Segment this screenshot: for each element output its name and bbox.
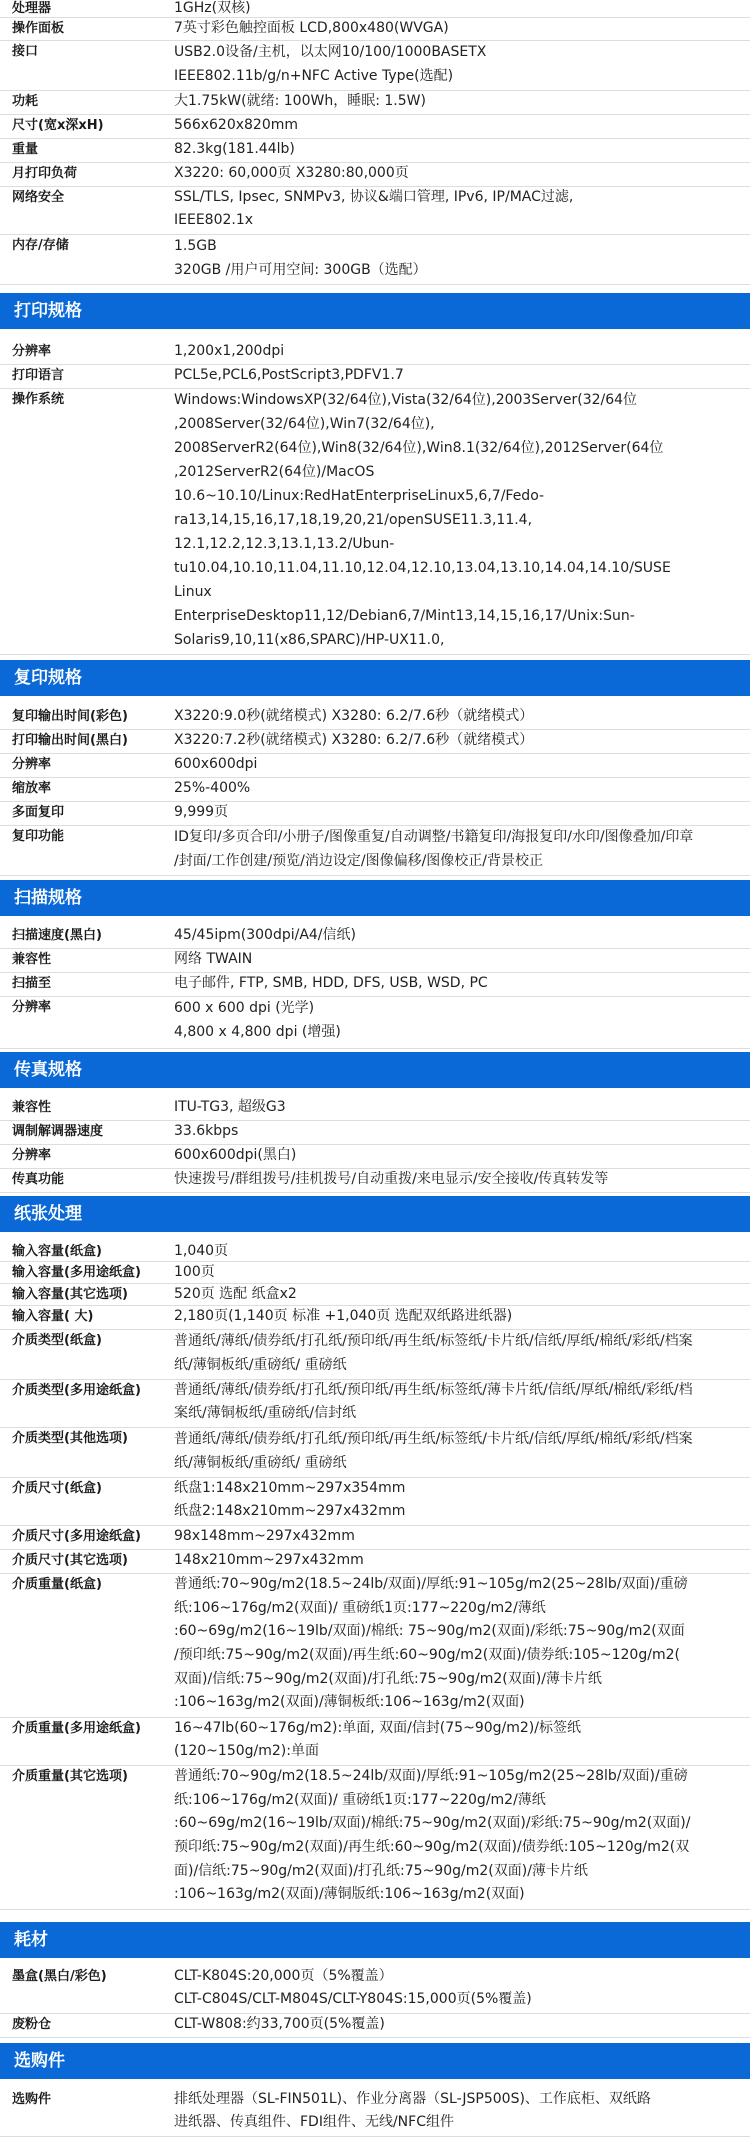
spec-value-line: Windows:WindowsXP(32/64位),Vista(32/64位),2003Server(32/64位: [174, 392, 638, 408]
spec-value: [174, 801, 694, 824]
spec-value-line: 148x210mm~297x432mm: [174, 1552, 364, 1568]
spec-value-line: :60~69g/m2(16~19lb/双面)/棉纸:75~90g/m2(双面)/彩纸:75~90g/m2(双面)/: [174, 1815, 691, 1832]
spec-value: [174, 1549, 694, 1572]
spec-value-line: CLT-W808:约33,700页(5%覆盖): [174, 2016, 385, 2032]
spec-value-line: 4,800 x 4,800 dpi (增强): [174, 1024, 341, 1040]
spec-value-line: CLT-C804S/CLT-M804S/CLT-Y804S:15,000页(5%覆盖): [174, 1991, 532, 2007]
spec-label: 介质尺寸(纸盒): [12, 1481, 102, 1496]
spec-value-line: :106~163g/m2(双面)/薄铜版纸:106~163g/m2(双面): [174, 1886, 525, 1903]
spec-label: 复印输出时间(彩色): [12, 709, 128, 724]
spec-label: 废粉仓: [12, 2017, 52, 2032]
spec-label: 选购件: [12, 2092, 52, 2107]
spec-value-line: 进纸器、传真组件、FDI组件、无线/NFC组件: [174, 2114, 454, 2130]
spec-row: [0, 777, 750, 802]
spec-row: [0, 1240, 750, 1262]
spec-value: [174, 1168, 694, 1191]
spec-value: [174, 1283, 694, 1306]
spec-label: 分辨率: [12, 1000, 52, 1015]
spec-value-line: 纸盘1:148x210mm~297x354mm: [174, 1480, 406, 1496]
spec-label: 功耗: [12, 94, 39, 109]
spec-row: [0, 1283, 750, 1306]
spec-value-line: 普通纸:70~90g/m2(18.5~24lb/双面)/厚纸:91~105g/m2(25~28lb/双面)/重磅: [174, 1768, 688, 1784]
spec-row: [0, 1261, 750, 1284]
spec-row: [0, 162, 750, 187]
spec-value-line: 100页: [174, 1264, 215, 1280]
spec-label: 处理器: [12, 1, 52, 16]
spec-value-line: X3220: 60,000页 X3280:80,000页: [174, 165, 409, 181]
spec-value-line: PCL5e,PCL6,PostScript3,PDFV1.7: [174, 367, 404, 383]
spec-label: 介质类型(其他选项): [12, 1431, 128, 1446]
spec-value: [174, 186, 694, 232]
spec-value-line: X3220:7.2秒(就绪模式) X3280: 6.2/7.6秒（就绪模式）: [174, 732, 534, 748]
spec-label: 打印输出时间(黑白): [12, 733, 128, 748]
spec-label: 介质重量(多用途纸盒): [12, 1721, 141, 1736]
spec-row: [0, 1168, 750, 1193]
spec-label: 缩放率: [12, 781, 52, 796]
spec-value: [174, 1144, 694, 1167]
spec-label: 操作系统: [12, 392, 65, 407]
spec-label: 介质类型(纸盒): [12, 1333, 102, 1348]
spec-value-line: IEEE802.1x: [174, 212, 254, 228]
spec-value-line: 纸盘2:148x210mm~297x432mm: [174, 1503, 406, 1519]
section-header: [0, 293, 750, 329]
section-header: [0, 1196, 750, 1232]
section-title: 传真规格: [14, 1060, 82, 1080]
spec-row: [0, 90, 750, 115]
spec-row: [0, 825, 750, 876]
spec-value-line: 520页 选配 纸盒x2: [174, 1286, 297, 1302]
spec-value-line: ra13,14,15,16,17,18,19,20,21/openSUSE11.3,11.4,: [174, 512, 533, 528]
spec-value-line: 面)/信纸:75~90g/m2(双面)/打孔纸:75~90g/m2(双面)/薄卡片纸: [174, 1862, 588, 1879]
spec-label: 分辨率: [12, 757, 52, 772]
spec-value-line: 16~47lb(60~176g/m2):单面, 双面/信封(75~90g/m2)/标签纸: [174, 1720, 581, 1736]
spec-row: [0, 705, 750, 730]
spec-row: [0, 1549, 750, 1574]
spec-value-line: :106~163g/m2(双面)/薄铜板纸:106~163g/m2(双面): [174, 1694, 525, 1711]
spec-value-line: USB2.0设备/主机，以太网10/100/1000BASETX: [174, 44, 487, 60]
spec-row: [0, 1144, 750, 1169]
spec-value-line: 纸/薄铜板纸/重磅纸/ 重磅纸: [174, 1455, 347, 1471]
spec-value: [174, 996, 694, 1044]
spec-value-line: 普通纸/薄纸/债券纸/打孔纸/预印纸/再生纸/标签纸/卡片纸/信纸/厚纸/棉纸/彩纸/档案: [174, 1333, 693, 1349]
spec-value-line: SSL/TLS, Ipsec, SNMPv3, 协议&端口管理, IPv6, IP/MAC过滤,: [174, 189, 574, 205]
spec-label: 月打印负荷: [12, 166, 78, 181]
spec-row: [0, 234, 750, 285]
spec-row: [0, 924, 750, 949]
spec-value-line: 纸:106~176g/m2(双面)/ 重磅纸1页:177~220g/m2/薄纸: [174, 1599, 546, 1616]
spec-label: 扫描至: [12, 976, 52, 991]
section-title: 纸张处理: [14, 1204, 82, 1224]
spec-value-line: /封面/工作创建/预览/消边设定/图像偏移/图像校正/背景校正: [174, 853, 544, 869]
spec-value-line: 7英寸彩色触控面板 LCD,800x480(WVGA): [174, 20, 449, 36]
spec-value: [174, 1096, 694, 1119]
section-title: 耗材: [14, 1930, 48, 1950]
spec-value: [174, 777, 694, 800]
spec-value-line: 网络 TWAIN: [174, 951, 253, 967]
spec-value-line: 45/45ipm(300dpi/A4/信纸): [174, 927, 356, 943]
spec-value: [174, 1379, 694, 1425]
spec-value: [174, 364, 694, 387]
spec-label: 网络安全: [12, 190, 65, 205]
spec-label: 多面复印: [12, 805, 65, 820]
spec-value-line: (120~150g/m2):单面: [174, 1743, 319, 1759]
spec-value-line: 566x620x820mm: [174, 117, 299, 133]
spec-value-line: 1.5GB: [174, 238, 217, 254]
section-title: 扫描规格: [14, 888, 82, 908]
spec-value: [174, 234, 694, 282]
spec-value-line: 排纸处理器（SL-FIN501L)、作业分离器（SL-JSP500S)、工作底柜、双纸路: [174, 2091, 651, 2107]
spec-value-line: ITU-TG3, 超级G3: [174, 1099, 286, 1115]
spec-label: 输入容量(其它选项): [12, 1287, 128, 1302]
spec-value: [174, 388, 694, 652]
spec-value-line: 10.6~10.10/Linux:RedHatEnterpriseLinux5,6,7/Fedo-: [174, 488, 545, 504]
spec-value: [174, 1120, 694, 1143]
spec-value: [174, 1573, 694, 1715]
spec-value: [174, 17, 694, 40]
spec-value: [174, 2013, 694, 2036]
spec-value-line: :60~69g/m2(16~19lb/双面)/棉纸: 75~90g/m2(双面)/彩纸:75~90g/m2(双面: [174, 1623, 685, 1640]
spec-value-line: 普通纸/薄纸/债券纸/打孔纸/预印纸/再生纸/标签纸/薄卡片纸/信纸/厚纸/棉纸/彩纸/档: [174, 1382, 693, 1398]
spec-value: [174, 1261, 694, 1284]
spec-row: [0, 1477, 750, 1526]
spec-value-line: 33.6kbps: [174, 1123, 239, 1139]
spec-value-line: 600x600dpi: [174, 756, 258, 772]
spec-value-line: 600x600dpi(黑白): [174, 1147, 297, 1163]
spec-value-line: Solaris9,10,11(x86,SPARC)/HP-UX11.0,: [174, 632, 445, 648]
spec-value-line: 320GB /用户可用空间: 300GB（选配）: [174, 262, 427, 278]
spec-label: 介质尺寸(多用途纸盒): [12, 1529, 141, 1544]
spec-label: 输入容量(纸盒): [12, 1244, 102, 1259]
spec-value-line: Linux: [174, 584, 212, 600]
spec-label: 分辨率: [12, 1148, 52, 1163]
spec-value: [174, 1477, 694, 1523]
spec-value-line: 12.1,12.2,12.3,13.1,13.2/Ubun-: [174, 536, 395, 552]
spec-value: [174, 1717, 694, 1763]
spec-label: 兼容性: [12, 952, 52, 967]
spec-value-line: 2008ServerR2(64位),Win8(32/64位),Win8.1(32/64位),2012Server(64位: [174, 440, 664, 456]
spec-row: [0, 1965, 750, 2014]
spec-value: [174, 162, 694, 185]
spec-label: 输入容量( 大): [12, 1309, 94, 1324]
spec-label: 内存/存储: [12, 238, 69, 253]
spec-row: [0, 138, 750, 163]
spec-row: [0, 948, 750, 973]
spec-value: [174, 138, 694, 161]
spec-value-line: 纸/薄铜板纸/重磅纸/ 重磅纸: [174, 1357, 347, 1373]
spec-value: [174, 924, 694, 947]
spec-value: [174, 1965, 694, 2011]
spec-label: 尺寸(宽x深xH): [12, 118, 104, 133]
spec-value-line: 大1.75kW(就绪: 100Wh，睡眠: 1.5W): [174, 93, 426, 109]
section-title: 复印规格: [14, 668, 82, 688]
spec-value-line: 纸:106~176g/m2(双面)/ 重磅纸1页:177~220g/m2/薄纸: [174, 1791, 546, 1808]
spec-row: [0, 17, 750, 41]
section-header: [0, 1922, 750, 1958]
spec-row: [0, 114, 750, 139]
spec-value: [174, 825, 694, 873]
spec-row: [0, 186, 750, 235]
spec-row: [0, 753, 750, 778]
spec-value-line: 1,200x1,200dpi: [174, 343, 285, 359]
spec-row: [0, 729, 750, 754]
spec-value-line: tu10.04,10.10,11.04,11.10,12.04,12.10,13.04,13.10,14.04,14.10/SUSE: [174, 560, 671, 576]
spec-label: 操作面板: [12, 21, 65, 36]
spec-value-line: 1GHz(双核): [174, 0, 251, 16]
spec-label: 打印语言: [12, 368, 65, 383]
spec-label: 介质重量(其它选项): [12, 1769, 128, 1784]
spec-value-line: EnterpriseDesktop11,12/Debian6,7/Mint13,14,15,16,17/Unix:Sun-: [174, 608, 635, 624]
spec-value-line: 98x148mm~297x432mm: [174, 1528, 355, 1544]
spec-value-line: 9,999页: [174, 804, 229, 820]
spec-value-line: ,2012ServerR2(64位)/MacOS: [174, 464, 375, 480]
spec-label: 介质类型(多用途纸盒): [12, 1383, 141, 1398]
spec-value: [174, 90, 694, 113]
spec-value: [174, 972, 694, 995]
spec-value: [174, 705, 694, 728]
spec-value-line: 预印纸:75~90g/m2(双面)/再生纸:60~90g/m2(双面)/债券纸:105~120g/m2(双: [174, 1839, 690, 1856]
spec-value-line: 双面)/信纸:75~90g/m2(双面)/打孔纸:75~90g/m2(双面)/薄卡片纸: [174, 1670, 602, 1687]
spec-row: [0, 1765, 750, 1910]
spec-value: [174, 2088, 694, 2134]
spec-value-line: IEEE802.11b/g/n+NFC Active Type(选配): [174, 68, 454, 84]
spec-row: [0, 40, 750, 91]
spec-row: [0, 1096, 750, 1121]
spec-label: 兼容性: [12, 1100, 52, 1115]
section-header: [0, 2043, 750, 2079]
spec-value: [174, 729, 694, 752]
spec-value-line: 普通纸/薄纸/债券纸/打孔纸/预印纸/再生纸/标签纸/卡片纸/信纸/厚纸/棉纸/彩纸/档案: [174, 1431, 693, 1447]
spec-value-line: 普通纸:70~90g/m2(18.5~24lb/双面)/厚纸:91~105g/m2(25~28lb/双面)/重磅: [174, 1576, 688, 1592]
spec-row: [0, 2013, 750, 2038]
spec-value: [174, 1427, 694, 1475]
section-title: 打印规格: [14, 301, 82, 321]
section-header: [0, 880, 750, 916]
spec-row: [0, 2088, 750, 2137]
section-header: [0, 660, 750, 696]
spec-value-line: CLT-K804S:20,000页（5%覆盖）: [174, 1968, 393, 1984]
spec-row: [0, 972, 750, 997]
spec-label: 复印功能: [12, 829, 65, 844]
spec-label: 墨盒(黑白/彩色): [12, 1969, 107, 1984]
spec-label: 重量: [12, 142, 39, 157]
spec-value-line: 82.3kg(181.44lb): [174, 141, 295, 157]
spec-value-line: 案纸/薄铜板纸/重磅纸/信封纸: [174, 1405, 357, 1421]
spec-value: [174, 114, 694, 137]
spec-value: [174, 40, 694, 88]
spec-row: [0, 801, 750, 826]
spec-value: [174, 1240, 694, 1263]
spec-value-line: ,2008Server(32/64位),Win7(32/64位),: [174, 416, 435, 432]
spec-label: 输入容量(多用途纸盒): [12, 1265, 141, 1280]
spec-label: 分辨率: [12, 344, 52, 359]
spec-row: [0, 1379, 750, 1428]
spec-label: 介质尺寸(其它选项): [12, 1553, 128, 1568]
spec-row: [0, 1120, 750, 1145]
spec-value-line: ID复印/多页合印/小册子/图像重复/自动调整/书籍复印/海报复印/水印/图像叠加/印章: [174, 829, 694, 845]
spec-row: [0, 1525, 750, 1550]
spec-value: [174, 948, 694, 971]
spec-label: 调制解调器速度: [12, 1124, 104, 1139]
spec-value-line: 快速拨号/群组拨号/挂机拨号/自动重拨/来电显示/安全接收/传真转发等: [174, 1171, 609, 1187]
spec-label: 介质重量(纸盒): [12, 1577, 102, 1592]
spec-value: [174, 1305, 694, 1328]
spec-value: [174, 753, 694, 776]
spec-row: [0, 1329, 750, 1380]
spec-row: [0, 388, 750, 655]
spec-row: [0, 0, 750, 18]
spec-value: [174, 1765, 694, 1907]
spec-row: [0, 996, 750, 1049]
section-title: 选购件: [14, 2051, 65, 2071]
spec-row: [0, 1305, 750, 1330]
spec-value-line: 电子邮件, FTP, SMB, HDD, DFS, USB, WSD, PC: [174, 975, 488, 991]
spec-value-line: 1,040页: [174, 1243, 229, 1259]
spec-value-line: 25%-400%: [174, 780, 251, 796]
spec-row: [0, 364, 750, 389]
spec-row: [0, 340, 750, 365]
spec-label: 扫描速度(黑白): [12, 928, 102, 943]
spec-row: [0, 1427, 750, 1478]
spec-value-line: 2,180页(1,140页 标准 +1,040页 选配双纸路进纸器): [174, 1308, 513, 1324]
spec-label: 传真功能: [12, 1172, 65, 1187]
spec-value: [174, 340, 694, 363]
spec-label: 接口: [12, 44, 39, 59]
spec-value: [174, 1525, 694, 1548]
spec-value-line: 600 x 600 dpi (光学): [174, 1000, 315, 1016]
spec-value: [174, 1329, 694, 1377]
spec-value-line: /预印纸:75~90g/m2(双面)/再生纸:60~90g/m2(双面)/债券纸:105~120g/m2(: [174, 1647, 680, 1664]
section-header: [0, 1052, 750, 1088]
spec-row: [0, 1573, 750, 1718]
spec-value-line: X3220:9.0秒(就绪模式) X3280: 6.2/7.6秒（就绪模式）: [174, 708, 534, 724]
spec-row: [0, 1717, 750, 1766]
